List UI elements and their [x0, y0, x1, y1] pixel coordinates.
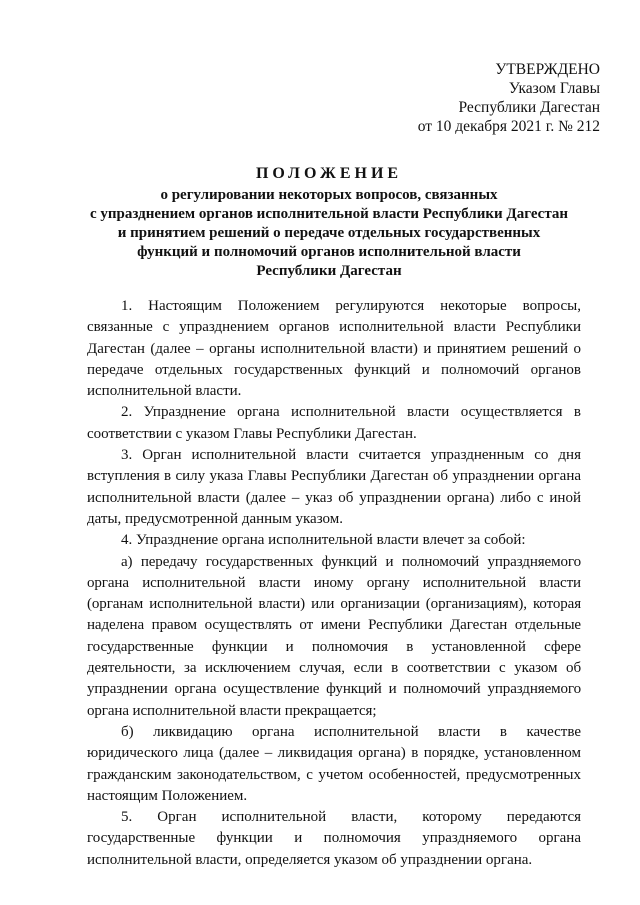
subtitle-line: и принятием решений о передаче отдельных государственных: [117, 225, 541, 241]
document-heading: [60, 164, 598, 281]
approval-authority: Республики Дагестан: [458, 99, 600, 116]
document-title: ПОЛОЖЕНИЕ: [255, 165, 403, 182]
paragraph-4: 4. Упразднение органа исполнительной власти влечет за собой:: [121, 532, 526, 549]
paragraph-4a: а) передачу государственных функций и полномочий упраздняемого органа исполнительной власти иному органу исполнительной власти (органам исполнительной власти) или организации (организациям), которая наделена правом осуществлять от имени Республики Дагестан отдельные государственные функции и полномочия в установленной сфере деятельности, за исключением случая, если в соответствии с указом об упразднении органа осуществление функций и полномочий упраздняемого органа исполнительной власти прекращается;: [87, 553, 581, 719]
paragraph-4b: б) ликвидацию органа исполнительной власти в качестве юридического лица (далее – ликвидация органа) в порядке, установленном гражданским законодательством, с учетом особенностей, предусмотренных настоящим Положением.: [87, 723, 581, 804]
approval-date-number: от 10 декабря 2021 г. № 212: [417, 118, 600, 135]
subtitle-line: о регулировании некоторых вопросов, связанных: [160, 187, 498, 203]
subtitle-line: функций и полномочий органов исполнительной власти: [137, 244, 521, 260]
paragraph-5: 5. Орган исполнительной власти, которому передаются государственные функции и полномочия упраздняемого органа исполнительной власти, определяется указом об упразднении органа.: [87, 809, 581, 868]
subtitle-line: с упразднением органов исполнительной власти Республики Дагестан: [89, 206, 569, 222]
approval-decree: Указом Главы: [508, 80, 600, 97]
paragraph-1: 1. Настоящим Положением регулируются некоторые вопросы, связанные с упразднением органов исполнительной власти Республики Дагестан (далее – органы исполнительной власти) и принятием решений о передаче отдельных государственных функций и полномочий органов исполнительной власти.: [87, 298, 581, 400]
approval-status: УТВЕРЖДЕНО: [495, 61, 600, 78]
document-subtitle: [60, 186, 598, 281]
paragraph-3: 3. Орган исполнительной власти считается упраздненным со дня вступления в силу указа Главы Республики Дагестан об упразднении органа исполнительной власти (далее – указ об упразднении органа) либо с иной даты, предусмотренной данным указом.: [87, 447, 581, 527]
approval-stamp: [418, 60, 600, 136]
document-body: [87, 296, 581, 871]
subtitle-line: Республики Дагестан: [256, 263, 402, 279]
paragraph-2: 2. Упразднение органа исполнительной власти осуществляется в соответствии с указом Главы Республики Дагестан.: [87, 404, 581, 442]
